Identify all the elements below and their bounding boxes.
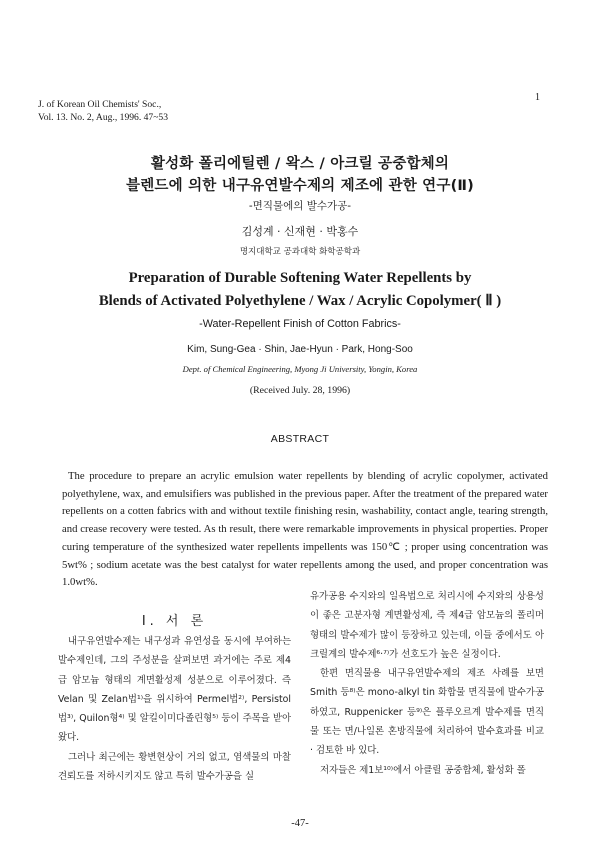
korean-title-line-2: 블렌드에 의한 내구유연발수제의 제조에 관한 연구(Ⅱ): [126, 178, 474, 194]
korean-affiliation: 명지대학교 공과대학 화학공학과: [239, 247, 361, 257]
journal-line-1: J. of Korean Oil Chemists' Soc.,: [38, 99, 162, 110]
intro-paragraph-4: 한편 면직물용 내구유연발수제의 제조 사례를 보면 Smith 등⁸⁾은 mono-alkyl tin 화합물 면직물에 발수가공하였고, Ruppenicker 등⁹⁾은 플루오르계 발수제를 면직물 또는 면/나일론 혼방직물에 처리하여 발수효과를 비교 · 검토한 바 있다.: [310, 668, 544, 757]
intro-paragraph-5: 저자들은 제1보¹⁰⁾에서 아클릴 공중합체, 활성화 폴: [320, 764, 526, 776]
received-date: (Received July. 28, 1996): [249, 385, 351, 396]
korean-title-line-1: 활성화 폴리에틸렌 / 왁스 / 아크릴 공중합체의: [150, 156, 450, 172]
english-affiliation: Dept. of Chemical Engineering, Myong Ji University, Yongin, Korea: [182, 364, 418, 374]
journal-line-2: Vol. 13. No. 2, Aug., 1996. 47~53: [38, 111, 169, 123]
english-title-line-1: Preparation of Durable Softening Water Repellents by: [128, 270, 472, 286]
english-title-line-2: Blends of Activated Polyethylene / Wax / Acrylic Copolymer( Ⅱ ): [98, 293, 502, 309]
page-number: 1: [535, 92, 540, 103]
right-column: [310, 587, 544, 780]
english-authors: Kim, Sung-Gea · Shin, Jae-Hyun · Park, Hong-Soo: [187, 344, 413, 355]
intro-paragraph-3: 유가공용 수지와의 일욕법으로 처리시에 수지와의 상용성이 좋은 고분자형 계면활성제, 즉 제4급 암모늄의 폴리머 형태의 발수제가 많이 등장하고 있는데, 이들 중에서도 아크릴계의 발수제⁶·⁷⁾가 선호도가 높은 실정이다.: [310, 591, 544, 660]
abstract-heading: ABSTRACT: [270, 433, 330, 445]
intro-paragraph-2: 그러나 최근에는 황변현상이 거의 없고, 염색물의 마찰견뢰도를 저하시키지도 않고 특히 발수가공을 실: [58, 751, 291, 783]
korean-authors: 김성계 · 신재현 · 박홍수: [241, 225, 359, 238]
english-subtitle: -Water-Repellent Finish of Cotton Fabrics-: [199, 318, 401, 330]
page-footer-number: -47-: [291, 818, 309, 829]
korean-subtitle: -면직물에의 발수가공-: [248, 200, 352, 212]
section-heading-introduction: Ⅰ. 서 론: [141, 614, 208, 629]
intro-paragraph-1: 내구유연발수제는 내구성과 유연성을 동시에 부여하는 발수제인데, 그의 주성분을 살펴보면 과거에는 주로 제4급 암모늄 형태의 계면활성제 성분으로 이루어졌다. 즉 Velan 및 Zelan법¹⁾을 위시하여 Permel법²⁾, Persistol법³⁾, Quilon형⁴⁾ 및 알킬이미다졸린형⁵⁾ 등이 주목을 받아왔다.: [58, 636, 291, 744]
journal-citation: [38, 99, 168, 124]
abstract-text: The procedure to prepare an acrylic emulsion water repellents by blending of acrylic copolymer, activated polyethylene, wax, and emulsifiers was published in the previous paper. After the treatment of the prepared water repellents on a cotten fabrics with and without textile finishing resin, washability, contact angle, tearing strength, and crease recovery were tested. As th result, there were remarkable improvements in physical properties. Proper curing temperature of the synthesized water repellents impellents was 150℃ ; proper using concentration was 5wt% ; sodium acetate was the best catalyst for water repellents among the used, and proper concentration was 1.0wt%.: [62, 470, 548, 589]
abstract-body: [62, 468, 548, 592]
left-column: [58, 632, 291, 786]
